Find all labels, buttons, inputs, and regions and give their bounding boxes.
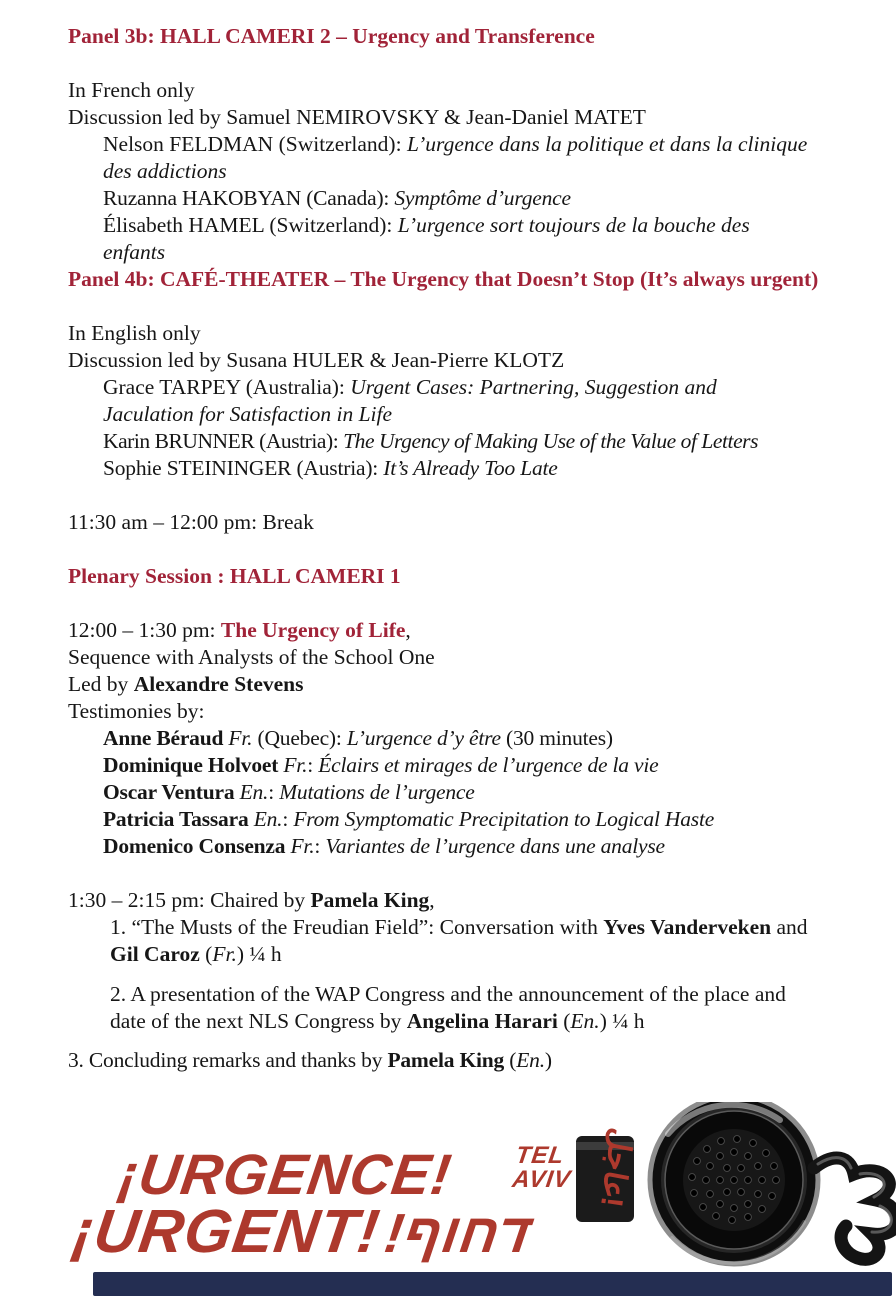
- break-line: 11:30 am – 12:00 pm: Break: [68, 510, 314, 534]
- panel-4b-language-note: In English only: [68, 321, 201, 345]
- testimony-ventura: Oscar Ventura En.: Mutations de l’urgence: [103, 780, 475, 804]
- testimony-beraud: Anne Béraud Fr. (Quebec): L’urgence d’y être (30 minutes): [103, 726, 613, 750]
- logo-wordmark: [59, 1118, 741, 1278]
- led-by-line: Led by Alexandre Stevens: [68, 672, 304, 696]
- congress-logo: [70, 1118, 896, 1278]
- panel-4b-heading: Panel 4b: CAFÉ-THEATER – The Urgency that Doesn’t Stop (It’s always urgent): [68, 267, 819, 291]
- talk-title: It’s Already Too Late: [383, 456, 558, 480]
- chaired-item-1: 1. “The Musts of the Freudian Field”: Conversation with Yves Vanderveken and Gil Caroz (Fr.) ¼ h: [110, 915, 808, 966]
- talk-title: Urgent Cases: Partnering, Suggestion and Jaculation for Satisfaction in Life: [103, 375, 717, 426]
- testimony-tassara: Patricia Tassara En.: From Symptomatic Precipitation to Logical Haste: [103, 807, 715, 831]
- talk-brunner: Karin BRUNNER (Austria): The Urgency of Making Use of the Value of Letters: [103, 429, 758, 453]
- panel-3b-language-note: In French only: [68, 78, 195, 102]
- talk-tarpey: Grace TARPEY (Australia): Urgent Cases: Partnering, Suggestion and Jaculation for Satisfaction in Life: [103, 375, 717, 426]
- panel-3b-heading: Panel 3b: HALL CAMERI 2 – Urgency and Transference: [68, 24, 595, 48]
- chair-name: Pamela King: [310, 888, 430, 912]
- chaired-time-line: 1:30 – 2:15 pm: Chaired by Pamela King,: [68, 888, 435, 912]
- talk-steininger: Sophie STEININGER (Austria): It’s Already Too Late: [103, 456, 558, 480]
- logo-telaviv-text: TEL AVIV: [510, 1142, 573, 1193]
- panel-4b-discussion-leaders: Discussion led by Susana HULER & Jean-Pierre KLOTZ: [68, 348, 565, 372]
- sequence-line: Sequence with Analysts of the School One: [68, 645, 435, 669]
- footer-bar: [93, 1272, 892, 1296]
- talk-title: Symptôme d’urgence: [394, 186, 571, 210]
- talk-hamel: Élisabeth HAMEL (Switzerland): L’urgence sort toujours de la bouche des enfants: [103, 213, 750, 264]
- session-title: The Urgency of Life: [220, 618, 406, 642]
- logo-urgence-text: ¡URGENCE!: [114, 1143, 456, 1207]
- led-by-name: Alexandre Stevens: [133, 672, 304, 696]
- chaired-item-2: 2. A presentation of the WAP Congress and the announcement of the place and date of the next NLS Congress by Angelina Harari (En.) ¼ h: [110, 982, 786, 1033]
- testimonies-label: Testimonies by:: [68, 699, 205, 723]
- panel-3b-discussion-leaders: Discussion led by Samuel NEMIROVSKY & Jean-Daniel MATET: [68, 105, 646, 129]
- logo-urgent-text: ¡URGENT!דחוף!: [68, 1197, 536, 1265]
- plenary-time-line: 12:00 – 1:30 pm: The Urgency of Life,: [68, 618, 411, 642]
- talk-hakobyan: Ruzanna HAKOBYAN (Canada): Symptôme d’urgence: [103, 186, 571, 210]
- testimony-holvoet: Dominique Holvoet Fr.: Éclairs et mirages de l’urgence de la vie: [103, 753, 659, 777]
- testimony-consenza: Domenico Consenza Fr.: Variantes de l’urgence dans une analyse: [103, 834, 665, 858]
- chaired-item-3: 3. Concluding remarks and thanks by Pamela King (En.): [68, 1048, 552, 1072]
- talk-title: The Urgency of Making Use of the Value of Letters: [343, 429, 758, 453]
- talk-title: L’urgence dans la politique et dans la clinique des addictions: [103, 132, 808, 183]
- logo-hebrew-text: דחוף!: [380, 1202, 536, 1264]
- plenary-heading: Plenary Session : HALL CAMERI 1: [68, 564, 401, 588]
- talk-title: L’urgence sort toujours de la bouche des enfants: [103, 213, 750, 264]
- talk-feldman: Nelson FELDMAN (Switzerland): L’urgence dans la politique et dans la clinique des addictions: [103, 132, 808, 183]
- logo-arabic-text: عاجل!: [593, 1124, 641, 1209]
